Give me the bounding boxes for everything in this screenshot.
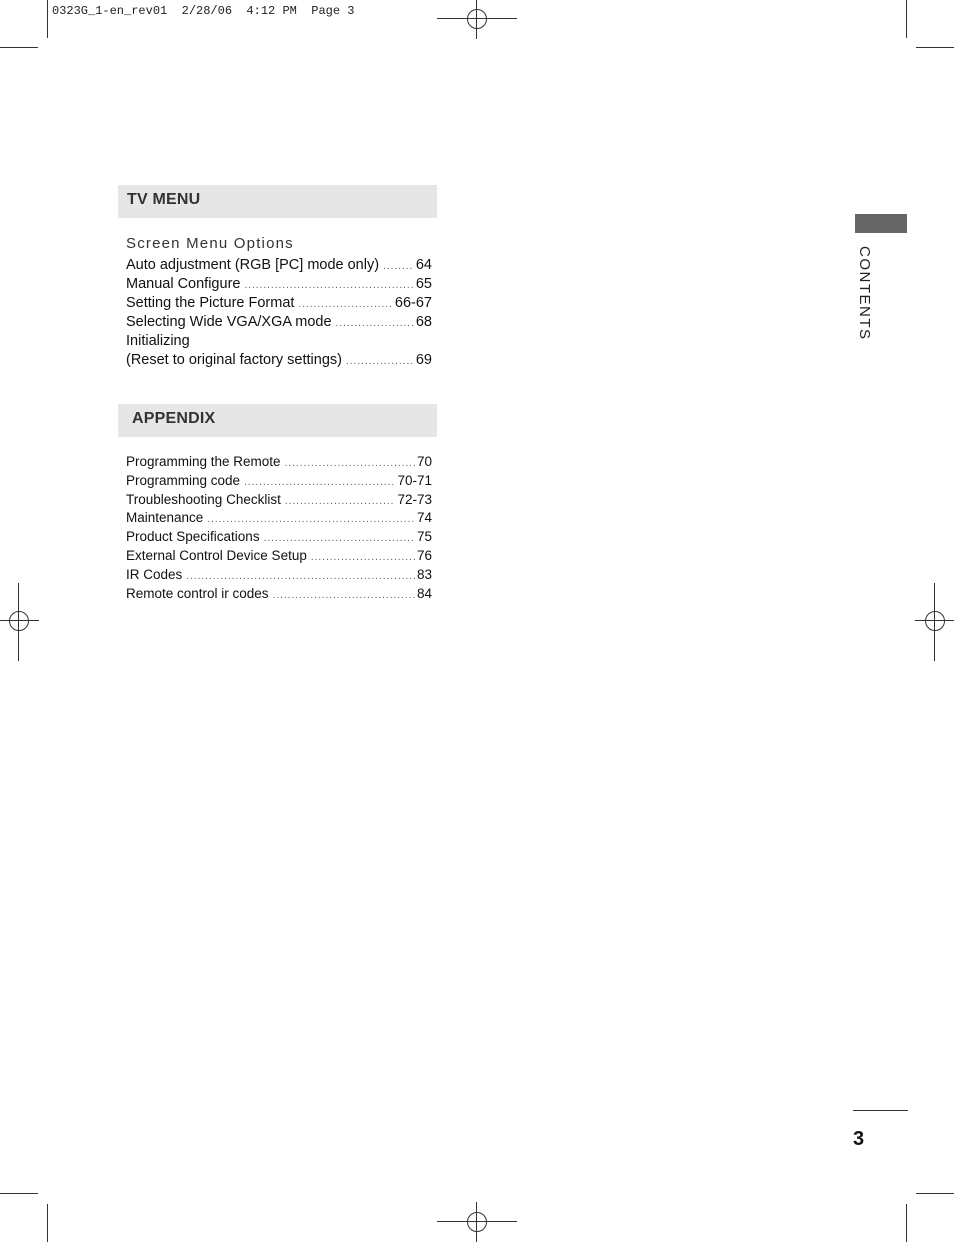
crop-mark bbox=[0, 47, 38, 48]
toc-entry-page: 76 bbox=[416, 547, 432, 563]
toc-entry bbox=[126, 491, 432, 510]
toc-entry bbox=[126, 585, 432, 604]
toc-entry-page: 84 bbox=[416, 585, 432, 601]
registration-mark-icon bbox=[915, 601, 954, 641]
chapter-tab-marker bbox=[855, 214, 907, 233]
dot-leader bbox=[285, 493, 396, 512]
toc-entry-page: 72-73 bbox=[397, 491, 432, 507]
toc-entry bbox=[126, 313, 432, 332]
toc-entry bbox=[126, 528, 432, 547]
toc-entry bbox=[126, 566, 432, 585]
toc-entry bbox=[126, 351, 432, 370]
toc-entry bbox=[126, 509, 432, 528]
tv-menu-toc bbox=[126, 256, 432, 370]
appendix-title: APPENDIX bbox=[132, 410, 216, 427]
dot-leader bbox=[346, 352, 414, 371]
toc-entry-page: 75 bbox=[416, 529, 432, 545]
registration-mark-icon bbox=[457, 0, 497, 39]
dot-leader bbox=[311, 549, 415, 568]
crop-mark bbox=[47, 1204, 48, 1242]
dot-leader bbox=[383, 257, 414, 276]
toc-entry-label: Product Specifications bbox=[126, 529, 260, 545]
dot-leader bbox=[273, 587, 415, 606]
dot-leader bbox=[336, 314, 414, 333]
toc-entry-label: External Control Device Setup bbox=[126, 547, 307, 563]
toc-entry bbox=[126, 472, 432, 491]
dot-leader bbox=[298, 295, 392, 314]
toc-entry-page: 68 bbox=[415, 314, 432, 330]
toc-entry bbox=[126, 453, 432, 472]
toc-entry-page: 69 bbox=[415, 352, 432, 368]
dot-leader bbox=[285, 455, 415, 474]
toc-entry-label: Initializing bbox=[126, 333, 190, 349]
screen-menu-options-heading: Screen Menu Options bbox=[126, 235, 294, 252]
toc-entry-label: Maintenance bbox=[126, 510, 204, 526]
toc-entry bbox=[126, 547, 432, 566]
toc-entry-label: Auto adjustment (RGB [PC] mode only) bbox=[126, 257, 380, 273]
toc-entry-page: 70-71 bbox=[397, 472, 432, 488]
page-number: 3 bbox=[853, 1128, 865, 1150]
crop-mark bbox=[916, 47, 954, 48]
toc-entry bbox=[126, 294, 432, 313]
registration-mark-icon bbox=[0, 601, 39, 641]
toc-entry-label: Troubleshooting Checklist bbox=[126, 491, 281, 507]
toc-entry-page: 70 bbox=[416, 454, 432, 469]
appendix-toc bbox=[126, 453, 432, 603]
toc-entry-page: 74 bbox=[416, 510, 432, 526]
toc-entry bbox=[126, 256, 432, 275]
toc-entry-label: Selecting Wide VGA/XGA mode bbox=[126, 314, 332, 330]
crop-mark bbox=[906, 1204, 907, 1242]
toc-entry bbox=[126, 332, 432, 351]
toc-entry-label: Setting the Picture Format bbox=[126, 295, 295, 311]
tv-menu-title: TV MENU bbox=[127, 191, 201, 208]
dot-leader bbox=[244, 276, 413, 295]
toc-entry-page: 66-67 bbox=[394, 295, 432, 311]
toc-entry bbox=[126, 275, 432, 294]
toc-entry-page: 64 bbox=[415, 257, 432, 273]
crop-mark bbox=[0, 1193, 38, 1194]
toc-entry-label: (Reset to original factory settings) bbox=[126, 352, 342, 368]
crop-mark bbox=[47, 0, 48, 38]
page-number-rule bbox=[853, 1110, 908, 1111]
registration-mark-icon bbox=[457, 1202, 497, 1242]
toc-entry-label: Programming the Remote bbox=[126, 454, 281, 469]
toc-entry-page: 65 bbox=[415, 276, 432, 292]
appendix-header-bar bbox=[118, 404, 437, 437]
crop-mark bbox=[916, 1193, 954, 1194]
toc-entry-page: 83 bbox=[416, 566, 432, 582]
chapter-side-label: CONTENTS bbox=[856, 246, 873, 341]
crop-mark bbox=[906, 0, 907, 38]
print-slug: 0323G_1-en_rev01 2/28/06 4:12 PM Page 3 bbox=[52, 4, 355, 18]
toc-entry-label: Programming code bbox=[126, 472, 241, 488]
toc-entry-label: IR Codes bbox=[126, 566, 183, 582]
toc-entry-label: Remote control ir codes bbox=[126, 585, 269, 601]
tv-menu-header-bar bbox=[118, 185, 437, 218]
toc-entry-label: Manual Configure bbox=[126, 276, 241, 292]
